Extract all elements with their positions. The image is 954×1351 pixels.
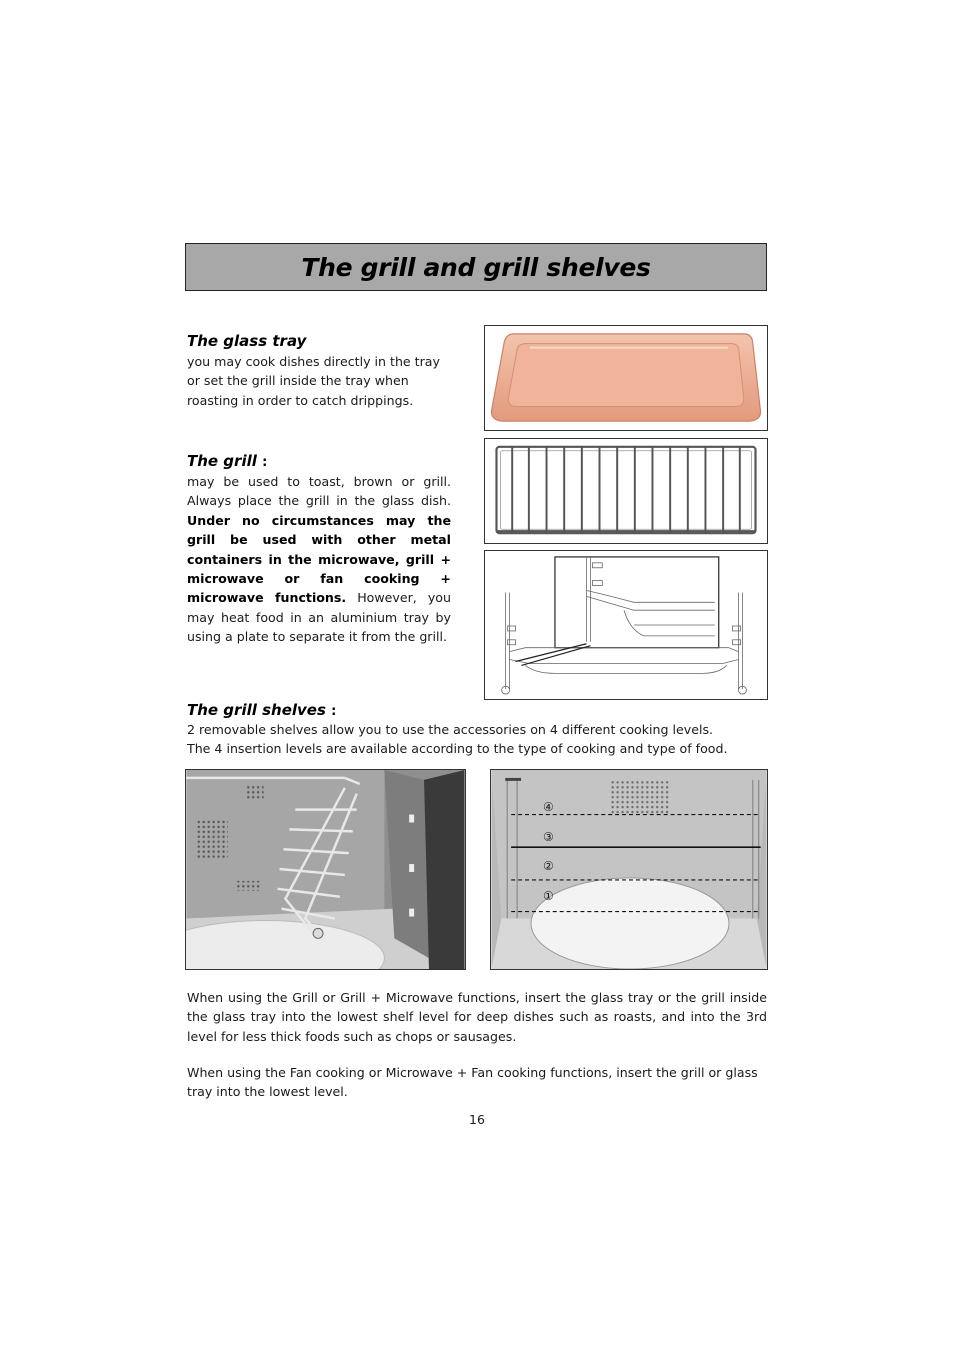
grill-image [484,438,768,544]
grill-heading: The grill : [187,452,268,470]
shelf-levels-photo [490,769,768,970]
body-paragraph-1: When using the Grill or Grill + Microwave functions, insert the glass tray or the grill inside the glass tray into the lowest shelf level for deep dishes such as roasts, and into the 3rd level for less thick foods such as chops or sausages. [187,990,767,1044]
level-2-label: ② [543,859,554,873]
grill-shelves-line-2: The 4 insertion levels are available according to the type of cooking and type of food. [187,741,728,756]
glass-tray-heading: The glass tray [187,332,307,350]
glass-tray-image [484,325,768,431]
glass-tray-text: you may cook dishes directly in the tray or set the grill inside the tray when roasting in order to catch drippings. [187,354,440,408]
grill-warning: Under no circumstances may the grill be used with other metal containers in the microwave, grill + microwave or fan cooking + microwave functions. [187,512,451,606]
page-title: The grill and grill shelves [301,252,651,282]
grill-text-2: However, you may heat food in an aluminium tray by using a plate to separate it from the grill. [187,590,451,645]
grill-text [187,472,451,647]
title-box [185,243,767,291]
shelf-removal-photo [185,769,466,970]
grill-shelves-heading: The grill shelves : [187,701,337,719]
grill-shelves-line-1: 2 removable shelves allow you to use the accessories on 4 different cooking levels. [187,722,714,737]
body-paragraph-2: When using the Fan cooking or Microwave + Fan cooking functions, insert the grill or glass tray into the lowest level. [187,1065,758,1100]
page-number: 16 [469,1112,485,1127]
level-1-label: ① [543,889,554,903]
level-3-label: ③ [543,830,554,844]
grill-text-1: may be used to toast, brown or grill. Always place the grill in the glass dish. [187,474,451,509]
grill-in-tray-diagram [484,550,768,700]
level-4-label: ④ [543,800,554,814]
